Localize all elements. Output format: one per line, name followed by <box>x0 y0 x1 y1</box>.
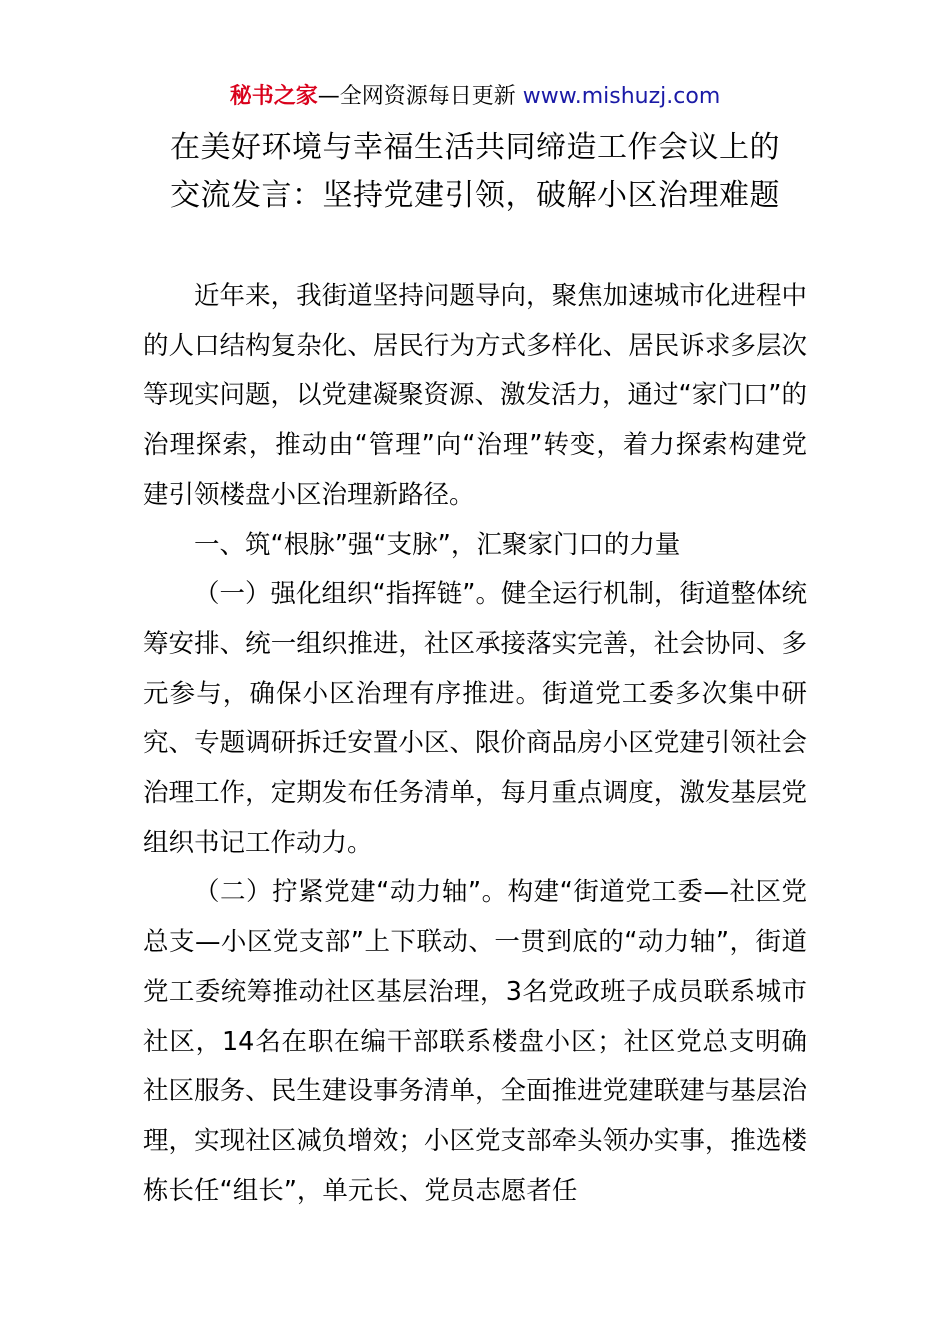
title-line-2: 交流发言：坚持党建引领，破解小区治理难题 <box>170 178 780 213</box>
subsection-paragraph-1: （一）强化组织“指挥链”。健全运行机制，街道整体统筹安排、统一组织推进，社区承接落实完善，社会协同、多元参与，确保小区治理有序推进。街道党工委多次集中研究、专题调研拆迁安置小区、限价商品房小区党建引领社会治理工作，定期发布任务清单，每月重点调度，激发基层党组织书记工作动力。 <box>143 579 807 858</box>
intro-paragraph: 近年来，我街道坚持问题导向，聚焦加速城市化进程中的人口结构复杂化、居民行为方式多样化、居民诉求多层次等现实问题，以党建凝聚资源、激发活力，通过“家门口”的治理探索，推动由“管理”向“治理”转变，着力探索构建党建引领楼盘小区治理新路径。 <box>143 281 807 510</box>
header-tagline: —全网资源每日更新 <box>317 84 523 109</box>
title-line-1: 在美好环境与幸福生活共同缔造工作会议上的 <box>170 130 780 165</box>
document-body <box>143 272 807 1216</box>
subsection-paragraph-2: （二）拧紧党建“动力轴”。构建“街道党工委—社区党总支—小区党支部”上下联动、一贯到底的“动力轴”，街道党工委统筹推动社区基层治理，3名党政班子成员联系城市社区，14名在职在编干部联系楼盘小区；社区党总支明确社区服务、民生建设事务清单，全面推进党建联建与基层治理，实现社区减负增效；小区党支部牵头领办实事，推选楼栋长任“组长”，单元长、党员志愿者任 <box>143 877 807 1206</box>
site-header <box>0 82 950 112</box>
site-url-link[interactable]: www.mishuzj.com <box>522 84 721 109</box>
brand-name: 秘书之家 <box>229 84 318 109</box>
section-heading-1: 一、筑“根脉”强“支脉”，汇聚家门口的力量 <box>194 529 681 560</box>
document-title <box>0 124 950 220</box>
